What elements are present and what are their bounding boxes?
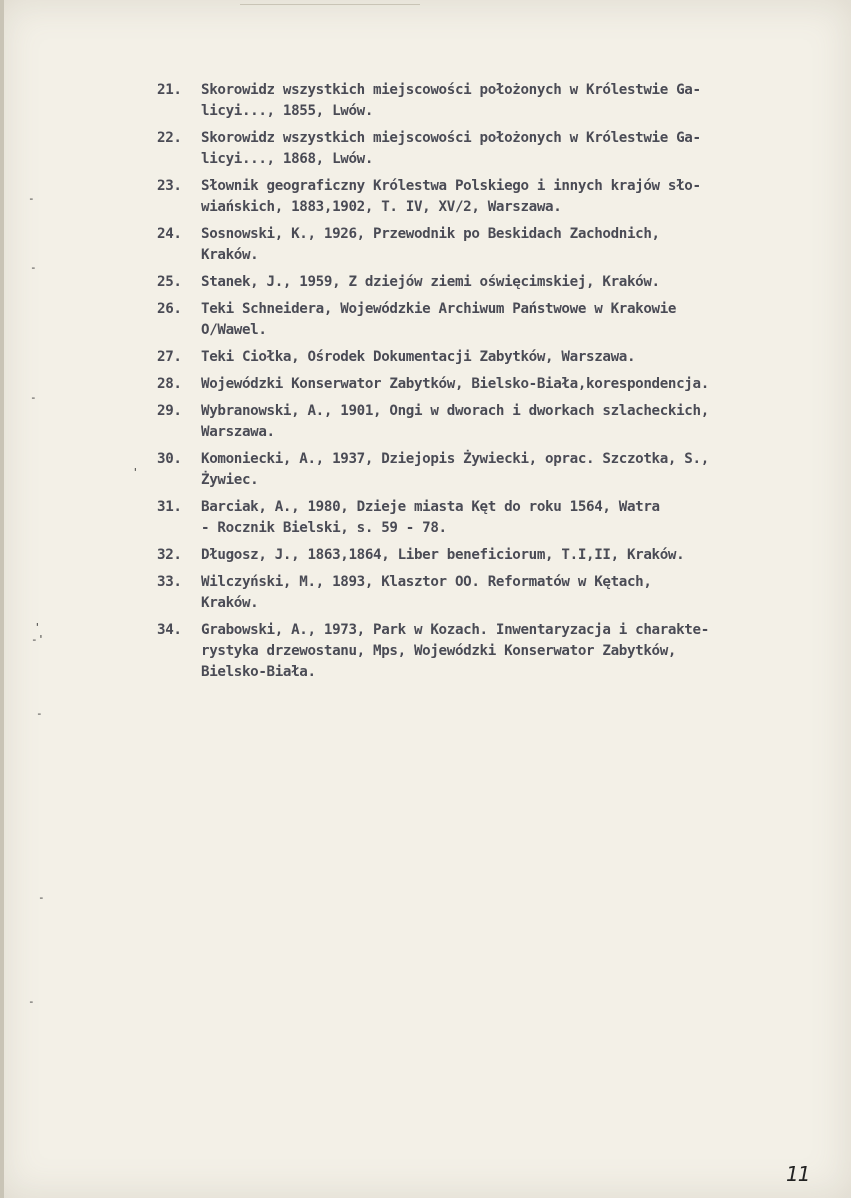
reference-item [157,80,847,122]
reference-number: 33. [157,574,182,590]
reference-number: 31. [157,499,182,515]
reference-number: 22. [157,130,182,146]
margin-mark: ' [132,466,139,479]
reference-text-line: Sosnowski, K., 1926, Przewodnik po Beskidach Zachodnich, [201,226,660,242]
reference-text-line: O/Wawel. [201,322,267,338]
reference-number: 21. [157,82,182,98]
reference-item [157,401,847,443]
margin-mark: - [28,995,35,1008]
reference-number: 25. [157,274,182,290]
reference-text-line: Warszawa. [201,424,275,440]
reference-item [157,299,847,341]
reference-item [157,449,847,491]
reference-text-line: licyi..., 1855, Lwów. [201,103,374,119]
reference-text-line: Słownik geograficzny Królestwa Polskiego i innych krajów sło- [201,178,701,194]
reference-text-line: Stanek, J., 1959, Z dziejów ziemi oświęcimskiej, Kraków. [201,274,660,290]
reference-item [157,572,847,614]
reference-text-line: Bielsko-Biała. [201,664,316,680]
reference-item [157,497,847,539]
reference-item [157,128,847,170]
reference-text-line: Komoniecki, A., 1937, Dziejopis Żywiecki, oprac. Szczotka, S., [201,451,709,467]
reference-text-line: wiańskich, 1883,1902, T. IV, XV/2, Warszawa. [201,199,562,215]
reference-text-line: Skorowidz wszystkich miejscowości położonych w Królestwie Ga- [201,82,701,98]
reference-text-line: - Rocznik Bielski, s. 59 - 78. [201,520,447,536]
reference-item [157,224,847,266]
reference-item [157,620,847,683]
reference-text-line: Wilczyński, M., 1893, Klasztor OO. Reformatów w Kętach, [201,574,652,590]
reference-item [157,374,847,395]
margin-mark: ' [34,621,41,634]
reference-item [157,545,847,566]
margin-mark: - [30,261,37,274]
reference-text-line: Długosz, J., 1863,1864, Liber beneficiorum, T.I,II, Kraków. [201,547,685,563]
margin-mark: - [30,391,37,404]
reference-text-line: Wybranowski, A., 1901, Ongi w dworach i dworkach szlacheckich, [201,403,709,419]
reference-number: 32. [157,547,182,563]
reference-text-line: licyi..., 1868, Lwów. [201,151,374,167]
reference-text-line: Kraków. [201,595,259,611]
margin-mark: -' [31,633,45,646]
reference-text-line: Kraków. [201,247,259,263]
reference-text-line: Żywiec. [201,472,259,488]
margin-mark: - [38,891,45,904]
reference-text-line: Teki Ciołka, Ośrodek Dokumentacji Zabytków, Warszawa. [201,349,636,365]
reference-item [157,347,847,368]
reference-text-line: Skorowidz wszystkich miejscowości położonych w Królestwie Ga- [201,130,701,146]
page-number: 11 [786,1162,810,1186]
reference-text-line: rystyka drzewostanu, Mps, Wojewódzki Konserwator Zabytków, [201,643,677,659]
margin-mark: - [36,707,43,720]
reference-list [157,80,847,689]
reference-number: 23. [157,178,182,194]
reference-text-line: Barciak, A., 1980, Dzieje miasta Kęt do roku 1564, Watra [201,499,660,515]
reference-number: 34. [157,622,182,638]
top-rule [240,4,420,5]
page-edge [0,0,4,1198]
reference-number: 27. [157,349,182,365]
margin-mark: - [28,192,35,205]
reference-number: 24. [157,226,182,242]
reference-text-line: Grabowski, A., 1973, Park w Kozach. Inwentaryzacja i charakte- [201,622,709,638]
reference-number: 29. [157,403,182,419]
reference-number: 28. [157,376,182,392]
reference-item [157,272,847,293]
reference-text-line: Wojewódzki Konserwator Zabytków, Bielsko-Biała,korespondencja. [201,376,709,392]
reference-item [157,176,847,218]
reference-number: 26. [157,301,182,317]
reference-text-line: Teki Schneidera, Wojewódzkie Archiwum Państwowe w Krakowie [201,301,677,317]
reference-number: 30. [157,451,182,467]
